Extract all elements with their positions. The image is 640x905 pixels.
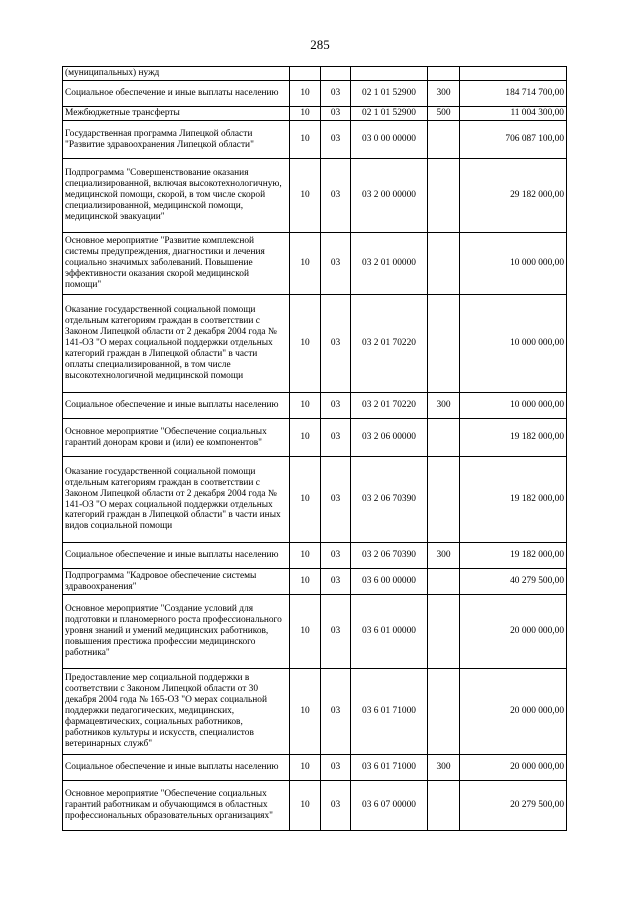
row-amount: 10 000 000,00: [460, 295, 567, 393]
row-target-article: 03 6 01 71000: [351, 755, 428, 781]
row-amount: 10 000 000,00: [460, 233, 567, 295]
row-subsection: 03: [321, 755, 351, 781]
row-name: Социальное обеспечение и иные выплаты населению: [63, 393, 290, 419]
row-section: 10: [290, 595, 321, 669]
table-row: [63, 159, 567, 233]
row-expense-type: [428, 781, 460, 831]
row-subsection: 03: [321, 159, 351, 233]
row-section: 10: [290, 457, 321, 543]
row-name: Социальное обеспечение и иные выплаты населению: [63, 543, 290, 569]
table-row: [63, 457, 567, 543]
budget-table-body: [63, 67, 567, 831]
row-name: Предоставление мер социальной поддержки в соответствии с Законом Липецкой области от 30 декабря 2004 года № 165-ОЗ "О мерах социальной поддержки педагогических, медицинских, фармацевтических, социальных работников, работников культуры и искусств, специалистов ветеринарных служб": [63, 669, 290, 755]
row-amount: [460, 67, 567, 81]
row-expense-type: [428, 295, 460, 393]
row-name: Межбюджетные трансферты: [63, 107, 290, 121]
table-row: [63, 755, 567, 781]
row-amount: 20 000 000,00: [460, 755, 567, 781]
row-expense-type: [428, 121, 460, 159]
row-target-article: 03 6 01 00000: [351, 595, 428, 669]
row-amount: 11 004 300,00: [460, 107, 567, 121]
row-name: Подпрограмма "Совершенствование оказания специализированной, включая высокотехнологичную, медицинской помощи, скорой, в том числе скорой специализированной, медицинской помощи, медицинской эвакуации": [63, 159, 290, 233]
row-section: 10: [290, 393, 321, 419]
row-subsection: 03: [321, 121, 351, 159]
row-subsection: [321, 67, 351, 81]
row-section: 10: [290, 543, 321, 569]
row-name: Основное мероприятие "Обеспечение социальных гарантий донорам крови и (или) ее компонентов": [63, 419, 290, 457]
row-name: Основное мероприятие "Обеспечение социальных гарантий работникам и обучающимся в областных профессиональных образовательных организациях": [63, 781, 290, 831]
row-section: 10: [290, 121, 321, 159]
row-section: [290, 67, 321, 81]
row-expense-type: 300: [428, 755, 460, 781]
row-expense-type: [428, 233, 460, 295]
row-subsection: 03: [321, 569, 351, 595]
table-row: [63, 233, 567, 295]
row-subsection: 03: [321, 107, 351, 121]
row-target-article: 03 2 01 00000: [351, 233, 428, 295]
row-name: (муниципальных) нужд: [63, 67, 290, 81]
row-expense-type: 300: [428, 543, 460, 569]
row-target-article: 03 2 06 00000: [351, 419, 428, 457]
row-expense-type: [428, 67, 460, 81]
row-subsection: 03: [321, 543, 351, 569]
row-amount: 19 182 000,00: [460, 457, 567, 543]
row-amount: 29 182 000,00: [460, 159, 567, 233]
row-target-article: [351, 67, 428, 81]
row-target-article: 03 6 00 00000: [351, 569, 428, 595]
row-subsection: 03: [321, 669, 351, 755]
row-subsection: 03: [321, 81, 351, 107]
row-amount: 40 279 500,00: [460, 569, 567, 595]
row-expense-type: 500: [428, 107, 460, 121]
row-name: Основное мероприятие "Развитие комплексной системы предупреждения, диагностики и лечения социально значимых заболеваний. Повышение эффективности оказания скорой медицинской помощи": [63, 233, 290, 295]
table-row: [63, 569, 567, 595]
row-amount: 19 182 000,00: [460, 543, 567, 569]
row-subsection: 03: [321, 393, 351, 419]
row-target-article: 03 6 01 71000: [351, 669, 428, 755]
row-subsection: 03: [321, 595, 351, 669]
row-subsection: 03: [321, 781, 351, 831]
row-target-article: 02 1 01 52900: [351, 81, 428, 107]
row-expense-type: [428, 457, 460, 543]
table-row: [63, 67, 567, 81]
row-section: 10: [290, 295, 321, 393]
row-section: 10: [290, 755, 321, 781]
row-section: 10: [290, 107, 321, 121]
row-name: Оказание государственной социальной помощи отдельным категориям граждан в соответствии с Законом Липецкой области от 2 декабря 2004 года № 141-ОЗ "О мерах социальной поддержки отдельных категорий граждан в Липецкой области" в части оплаты специализированной, в том числе высокотехнологичной медицинской помощи: [63, 295, 290, 393]
row-section: 10: [290, 781, 321, 831]
row-subsection: 03: [321, 457, 351, 543]
row-expense-type: [428, 595, 460, 669]
row-amount: 20 279 500,00: [460, 781, 567, 831]
row-name: Государственная программа Липецкой области "Развитие здравоохранения Липецкой области": [63, 121, 290, 159]
row-target-article: 02 1 01 52900: [351, 107, 428, 121]
row-subsection: 03: [321, 295, 351, 393]
row-target-article: 03 2 01 70220: [351, 393, 428, 419]
row-expense-type: [428, 159, 460, 233]
row-section: 10: [290, 81, 321, 107]
row-expense-type: [428, 419, 460, 457]
row-amount: 20 000 000,00: [460, 669, 567, 755]
row-name: Социальное обеспечение и иные выплаты населению: [63, 755, 290, 781]
table-row: [63, 295, 567, 393]
row-target-article: 03 2 06 70390: [351, 543, 428, 569]
row-subsection: 03: [321, 419, 351, 457]
row-target-article: 03 2 06 70390: [351, 457, 428, 543]
row-target-article: 03 2 01 70220: [351, 295, 428, 393]
row-expense-type: 300: [428, 81, 460, 107]
table-row: [63, 781, 567, 831]
row-amount: 20 000 000,00: [460, 595, 567, 669]
table-row: [63, 107, 567, 121]
row-expense-type: [428, 669, 460, 755]
row-amount: 184 714 700,00: [460, 81, 567, 107]
row-name: Подпрограмма "Кадровое обеспечение системы здравоохранения": [63, 569, 290, 595]
row-amount: 19 182 000,00: [460, 419, 567, 457]
row-section: 10: [290, 419, 321, 457]
row-expense-type: [428, 569, 460, 595]
row-name: Основное мероприятие "Создание условий для подготовки и планомерного роста профессионального уровня знаний и умений медицинских работников, повышения престижа профессии медицинского работника": [63, 595, 290, 669]
table-row: [63, 419, 567, 457]
table-row: [63, 393, 567, 419]
row-section: 10: [290, 159, 321, 233]
row-section: 10: [290, 669, 321, 755]
row-subsection: 03: [321, 233, 351, 295]
row-name: Социальное обеспечение и иные выплаты населению: [63, 81, 290, 107]
table-row: [63, 543, 567, 569]
row-section: 10: [290, 233, 321, 295]
row-name: Оказание государственной социальной помощи отдельным категориям граждан в соответствии с Законом Липецкой области от 2 декабря 2004 года № 141-ОЗ "О мерах социальной поддержки отдельных категорий граждан в Липецкой области" в части иных видов социальной помощи: [63, 457, 290, 543]
budget-table: [62, 66, 567, 831]
table-row: [63, 81, 567, 107]
table-row: [63, 669, 567, 755]
row-target-article: 03 2 00 00000: [351, 159, 428, 233]
row-amount: 706 087 100,00: [460, 121, 567, 159]
table-row: [63, 595, 567, 669]
row-target-article: 03 0 00 00000: [351, 121, 428, 159]
row-expense-type: 300: [428, 393, 460, 419]
row-target-article: 03 6 07 00000: [351, 781, 428, 831]
page-number: 285: [310, 37, 330, 52]
row-section: 10: [290, 569, 321, 595]
row-amount: 10 000 000,00: [460, 393, 567, 419]
table-row: [63, 121, 567, 159]
